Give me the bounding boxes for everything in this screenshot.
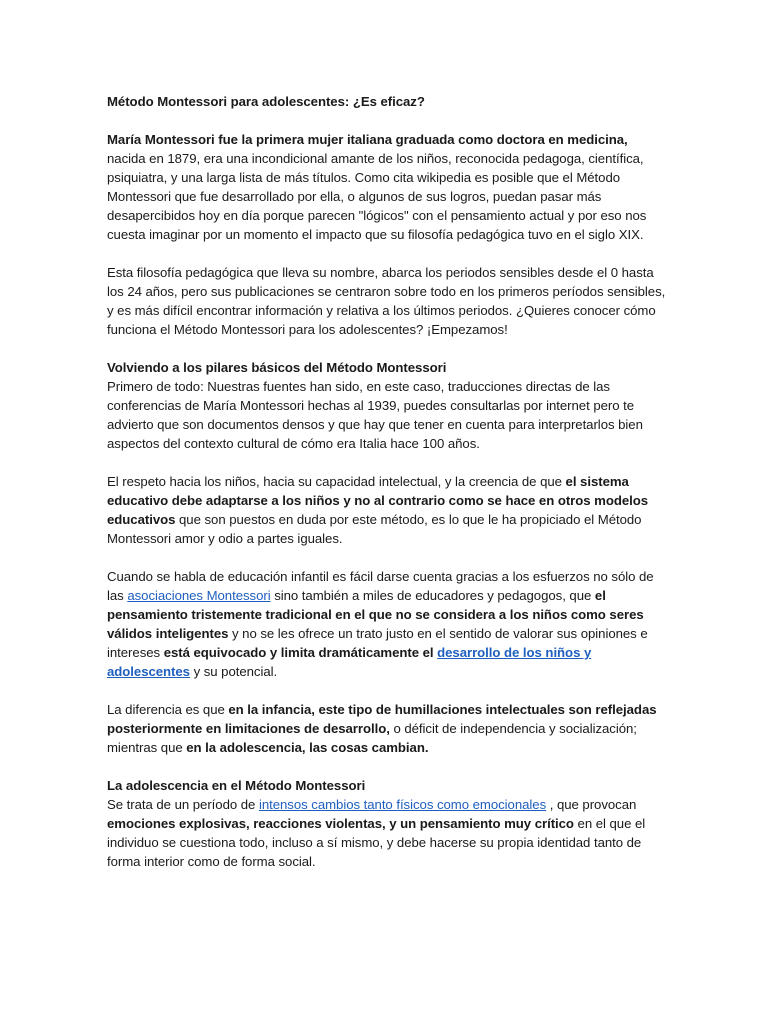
document-title [107,92,669,111]
pillars-heading-text: Volviendo a los pilares básicos del Método Montessori [107,360,447,375]
link-desarrollo-ninos-adolescentes[interactable]: desarrollo de los niños y adolescentes [107,645,592,679]
education-bold-c: el pensamiento tristemente tradicional en el que no se considera a los niños como seres válidos inteligentes [107,588,644,641]
intro-text: nacida en 1879, era una incondicional amante de los niños, reconocida pedagoga, científica, psiquiatra, y una larga lista de más títulos. Como cita wikipedia es posible que el Método Montessori que fue desarrollado por ella, o algunos de sus logros, puedan pasar más desapercibidos hoy en día porque parecen "lógicos" con el pensamiento actual y por eso nos cuesta imaginar por un momento el impacto que su filosofía pedagógica tuvo en el siglo XIX. [107,151,647,242]
paragraph-education [107,567,669,681]
paragraph-sources [107,377,669,453]
paragraph-intro [107,130,669,244]
link-asociaciones-montessori[interactable]: asociaciones Montessori [127,588,271,603]
link-intensos-cambios[interactable]: intensos cambios tanto físicos como emocionales [258,797,547,812]
education-text-b: sino también a miles de educadores y pedagogos, que [270,588,595,603]
respect-bold-text: el sistema educativo debe adaptarse a los niños y no al contrario como se hace en otros modelos educativos [107,474,649,527]
respect-text-c: que son puestos en duda por este método, es lo que le ha propiciado el Método Montessori amor y odio a partes iguales. [107,512,642,546]
paragraph-periods [107,263,669,339]
sources-text: Primero de todo: Nuestras fuentes han sido, en este caso, traducciones directas de las conferencias de María Montessori hechas al 1939, puedes consultarlas por internet pero te advierto que son documentos densos y que hay que tener en cuenta para interpretarlos bien aspectos del contexto cultural de cómo era Italia hace 100 años. [107,379,643,451]
adolescence-heading-text: La adolescencia en el Método Montessori [107,778,366,793]
difference-bold-b: en la infancia, este tipo de humillaciones intelectuales son reflejadas posteriormente en limitaciones de desarrollo, [107,702,657,736]
periods-text: Esta filosofía pedagógica que lleva su nombre, abarca los periodos sensibles desde el 0 hasta los 24 años, pero sus publicaciones se centraron sobre todo en los primeros períodos sensibles, y es más difícil encontrar información y relativa a los últimos periodos. ¿Quieres conocer cómo funciona el Método Montessori para los adolescentes? ¡Empezamos! [107,265,666,337]
adolescence-text-b: , que provocan [546,797,637,812]
difference-text-a: La diferencia es que [107,702,229,717]
difference-text-c: o déficit de independencia y socialización; mientras que [107,721,637,755]
adolescence-bold-c: emociones explosivas, reacciones violentas, y un pensamiento muy crítico [107,816,574,831]
education-text-g: y su potencial. [189,664,278,679]
education-bold-e: está equivocado y limita dramáticamente el [163,645,434,660]
education-text-d: y no se les ofrece un trato justo en el sentido de valorar sus opiniones e intereses [107,626,648,660]
paragraph-respect [107,472,669,548]
document-title-text: Método Montessori para adolescentes: ¿Es eficaz? [107,94,425,109]
adolescence-text-a: Se trata de un período de [107,797,259,812]
paragraph-adolescence [107,795,669,871]
paragraph-difference [107,700,669,757]
adolescence-text-d: en el que el individuo se cuestiona todo, incluso a sí mismo, y debe hacerse su propia identidad tanto de forma interior como de forma social. [107,816,646,869]
document-page [107,92,669,890]
intro-bold-text: María Montessori fue la primera mujer italiana graduada como doctora en medicina, [107,132,628,147]
section-heading-adolescence [107,776,669,795]
difference-bold-d: en la adolescencia, las cosas cambian. [186,740,429,755]
section-heading-pillars [107,358,669,377]
respect-text-a: El respeto hacia los niños, hacia su capacidad intelectual, y la creencia de que [107,474,566,489]
education-text-a: Cuando se habla de educación infantil es fácil darse cuenta gracias a los esfuerzos no sólo de las [107,569,654,603]
